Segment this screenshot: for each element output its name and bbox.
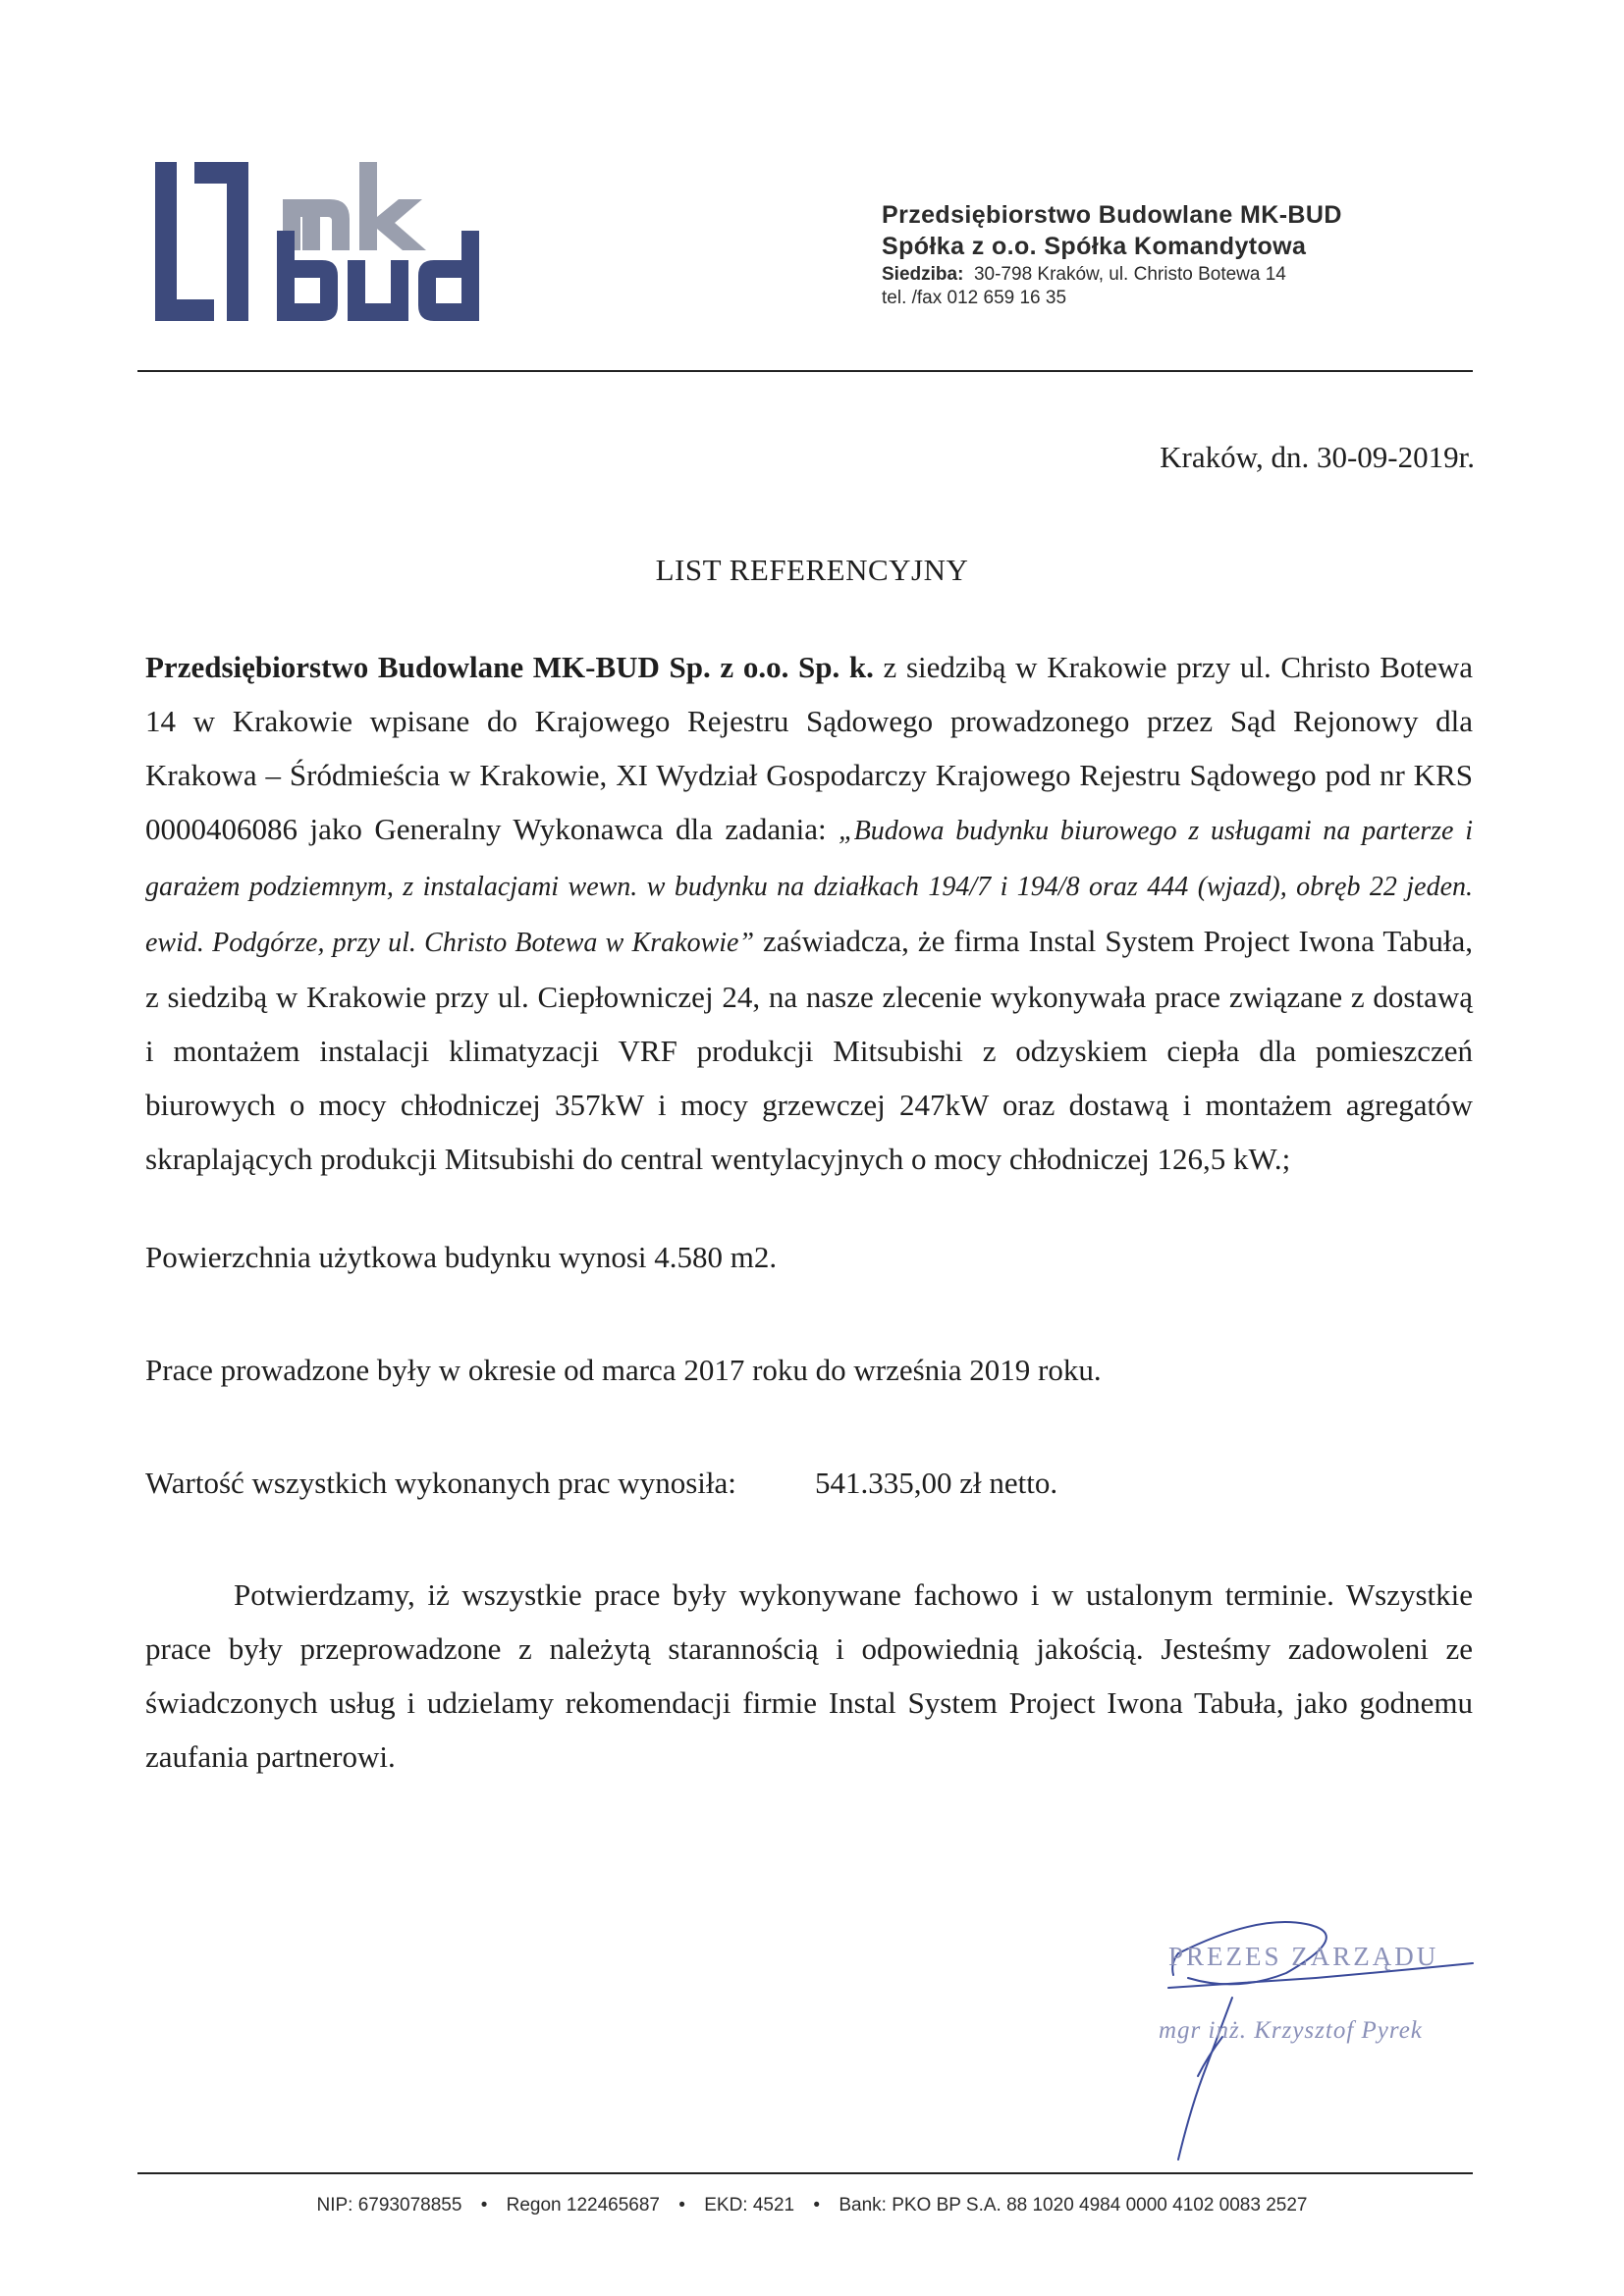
value-label: Wartość wszystkich wykonanych prac wynosiła: bbox=[145, 1466, 736, 1500]
period-paragraph: Prace prowadzone były w okresie od marca 2017 roku do września 2019 roku. bbox=[145, 1353, 1102, 1387]
letter-date: Kraków, dn. 30-09-2019r. bbox=[1160, 440, 1475, 474]
company-phone: tel. /fax 012 659 16 35 bbox=[882, 288, 1067, 308]
company-info bbox=[882, 199, 1342, 310]
footer-separator: • bbox=[678, 2195, 685, 2216]
company-legal-form: Spółka z o.o. Spółka Komandytowa bbox=[882, 233, 1307, 260]
footer-separator: • bbox=[813, 2195, 821, 2216]
header-divider bbox=[137, 370, 1473, 372]
main-text-part2: zaświadcza, że firma Instal System Project Iwona Tabuła, z siedzibą w Krakowie przy ul. Ciepłowniczej 24, na nasze zlecenie wykonywała prace związane z dostawą i montażem instalacji klimatyzacji VRF produkcji Mitsubishi z odzyskiem ciepła dla pomieszczeń biurowych o mocy chłodniczej 357kW i mocy grzewczej 247kW oraz dostawą i montażem agregatów skraplających produkcji Mitsubishi do central wentylacyjnych o mocy chłodniczej 126,5 kW.; bbox=[145, 924, 1473, 1176]
company-bold: Przedsiębiorstwo Budowlane MK-BUD Sp. z o.o. Sp. k. bbox=[145, 650, 874, 684]
footer-divider bbox=[137, 2172, 1473, 2174]
project-name: „Budowa budynku biurowego z usługami na parterze i garażem podziemnym, z instalacjami wewn. w budynku na działkach 194/7 i 194/8 oraz 444 (wjazd), obręb 22 jeden. ewid. Podgórze, przy ul. Christo Botewa w Krakowie” bbox=[145, 816, 1473, 958]
footer-ekd: EKD: 4521 bbox=[704, 2195, 795, 2216]
stamp-name: mgr inż. Krzysztof Pyrek bbox=[1159, 2017, 1423, 2044]
letter-title: LIST REFERENCYJNY bbox=[655, 553, 969, 587]
footer-separator: • bbox=[480, 2195, 488, 2216]
mk-bud-logo-icon bbox=[155, 162, 509, 321]
area-paragraph: Powierzchnia użytkowa budynku wynosi 4.580 m2. bbox=[145, 1240, 778, 1274]
company-seat bbox=[882, 263, 1342, 287]
footer bbox=[0, 2195, 1624, 2216]
stamp-title: PREZES ZARZĄDU bbox=[1168, 1942, 1439, 1971]
value-amount: 541.335,00 zł netto. bbox=[815, 1466, 1058, 1500]
closing-paragraph: Potwierdzamy, iż wszystkie prace były wykonywane fachowo i w ustalonym terminie. Wszystkie prace były przeprowadzone z należytą starannością i odpowiednią jakością. Jesteśmy zadowoleni ze świadczonych usług i udzielamy rekomendacji firmie Instal System Project Iwona Tabuła, jako godnemu zaufania partnerowi. bbox=[145, 1577, 1473, 1774]
seat-address: 30-798 Kraków, ul. Christo Botewa 14 bbox=[973, 264, 1286, 285]
footer-bank: Bank: PKO BP S.A. 88 1020 4984 0000 4102 0083 2527 bbox=[839, 2195, 1308, 2216]
seat-label: Siedziba: bbox=[882, 264, 964, 285]
main-text-part1: z siedzibą w Krakowie przy ul. Christo Botewa 14 w Krakowie wpisane do Krajowego Rejestru Sądowego prowadzonego przez Sąd Rejonowy dla Krakowa – Śródmieścia w Krakowie, XI Wydział Gospodarczy Krajowego Rejestru Sądowego pod nr KRS 0000406086 jako Generalny Wykonawca dla zadania: bbox=[145, 650, 1474, 846]
footer-nip: NIP: 6793078855 bbox=[316, 2195, 462, 2216]
main-paragraph bbox=[145, 640, 1473, 1186]
company-name: Przedsiębiorstwo Budowlane MK-BUD bbox=[882, 201, 1342, 229]
footer-regon: Regon 122465687 bbox=[506, 2195, 660, 2216]
